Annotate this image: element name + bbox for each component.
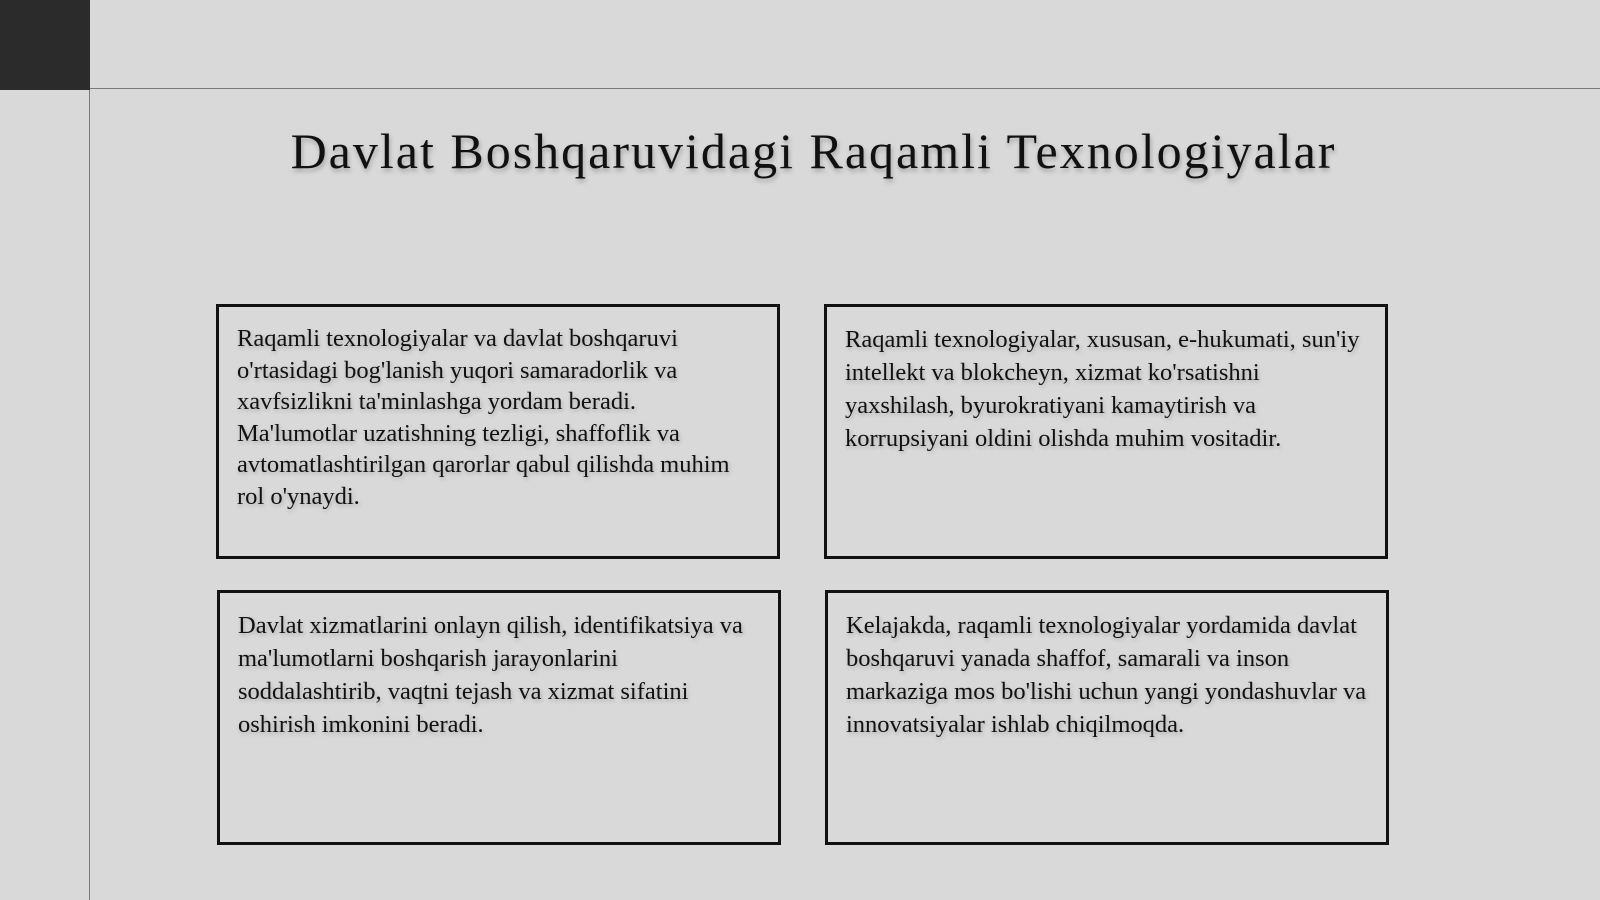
corner-accent-block xyxy=(0,0,90,90)
content-box-1[interactable]: Raqamli texnologiyalar va davlat boshqaruvi o'rtasidagi bog'lanish yuqori samaradorlik va xavfsizlikni ta'minlashga yordam beradi. Ma'lumotlar uzatishning tezligi, shaffoflik va avtomatlashtirilgan qarorlar qabul qilishda muhim rol o'ynaydi. xyxy=(216,304,780,559)
top-divider xyxy=(90,88,1600,89)
content-box-4[interactable]: Kelajakda, raqamli texnologiyalar yordamida davlat boshqaruvi yanada shaffof, samarali va inson markaziga mos bo'lishi uchun yangi yondashuvlar va innovatsiyalar ishlab chiqilmoqda. xyxy=(825,590,1389,845)
content-box-2[interactable]: Raqamli texnologiyalar, xususan, e-hukumati, sun'iy intellekt va blokcheyn, xizmat ko'rsatishni yaxshilash, byurokratiyani kamaytirish va korrupsiyani oldini olishda muhim vositadir. xyxy=(824,304,1388,559)
content-box-3[interactable]: Davlat xizmatlarini onlayn qilish, identifikatsiya va ma'lumotlarni boshqarish jarayonlarini soddalashtirib, vaqtni tejash va xizmat sifatini oshirish imkonini beradi. xyxy=(217,590,781,845)
left-divider xyxy=(89,90,90,900)
slide-title[interactable]: Davlat Boshqaruvidagi Raqamli Texnologiyalar xyxy=(290,123,1337,179)
